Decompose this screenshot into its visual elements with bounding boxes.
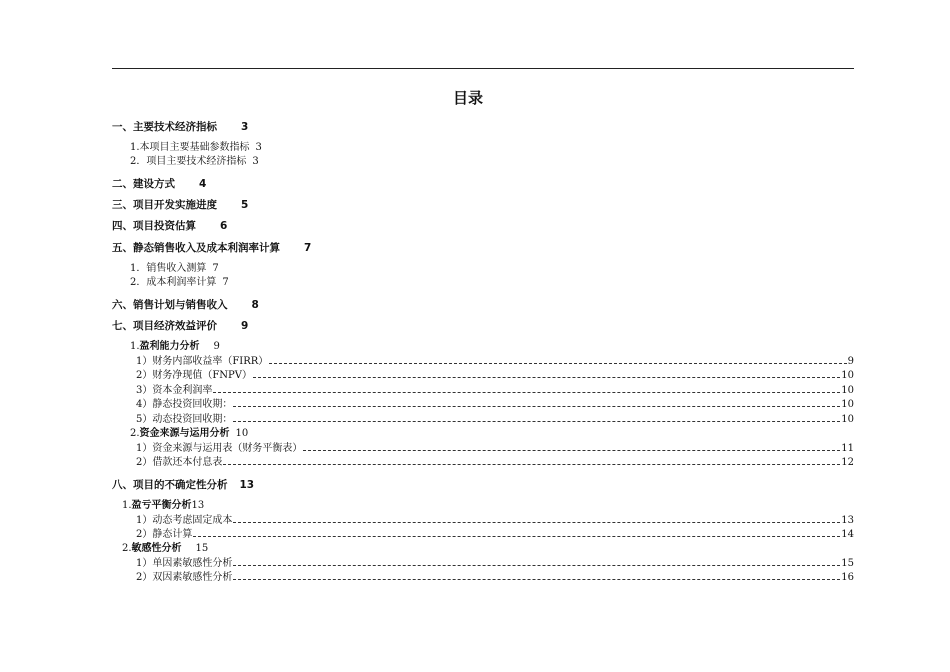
toc-section-5[interactable] xyxy=(112,241,311,255)
toc-subsection-label: 盈亏平衡分析 xyxy=(131,500,192,511)
toc-section-4[interactable] xyxy=(112,219,227,233)
toc-page-number: 10 xyxy=(841,399,854,410)
toc-page-number: 10 xyxy=(841,414,854,425)
toc-page-number: 3 xyxy=(241,121,249,133)
toc-section-7[interactable] xyxy=(112,319,248,333)
toc-page-number: 13 xyxy=(191,500,205,511)
toc-page-number: 13 xyxy=(841,515,854,526)
toc-page-number: 6 xyxy=(220,220,228,232)
dot-leader xyxy=(193,536,840,537)
toc-entry[interactable] xyxy=(136,456,854,470)
dot-leader xyxy=(223,464,840,465)
toc-section-label: 六、销售计划与销售收入 xyxy=(112,299,228,311)
toc-page-number: 11 xyxy=(841,443,854,454)
toc-page-number: 9 xyxy=(213,341,220,352)
toc-section-1[interactable] xyxy=(112,120,248,134)
toc-section-label: 七、项目经济效益评价 xyxy=(112,320,217,332)
toc-item-label: 1．销售收入测算 xyxy=(130,263,207,274)
toc-page-number: 3 xyxy=(255,142,262,153)
toc-page-number: 7 xyxy=(304,242,312,254)
dot-leader xyxy=(303,450,840,451)
toc-entry-label: 2）借款还本付息表 xyxy=(136,457,223,468)
toc-section-label: 四、项目投资估算 xyxy=(112,220,196,232)
toc-entry[interactable] xyxy=(136,398,854,412)
dot-leader xyxy=(269,363,846,364)
toc-entry[interactable] xyxy=(136,369,854,383)
toc-section-3[interactable] xyxy=(112,198,248,212)
toc-entry[interactable] xyxy=(136,571,854,585)
toc-page-number: 9 xyxy=(847,356,854,367)
toc-entry[interactable] xyxy=(136,557,854,571)
toc-subsection-number: 1. xyxy=(130,341,140,352)
toc-subsection-number: 2. xyxy=(130,428,140,439)
toc-entry-label: 4）静态投资回收期： xyxy=(136,399,233,410)
toc-subsection[interactable] xyxy=(130,427,248,441)
toc-subsection-label: 资金来源与运用分析 xyxy=(139,428,230,439)
toc-item[interactable] xyxy=(130,276,229,290)
toc-section-label: 八、项目的不确定性分析 xyxy=(112,479,228,491)
dot-leader xyxy=(233,565,840,566)
dot-leader xyxy=(233,421,840,422)
toc-subsection-label: 盈利能力分析 xyxy=(139,341,200,352)
toc-entry-label: 2）静态计算 xyxy=(136,529,193,540)
toc-entry-label: 2）双因素敏感性分析 xyxy=(136,572,233,583)
toc-section-label: 二、建设方式 xyxy=(112,178,175,190)
toc-page-number: 12 xyxy=(841,457,854,468)
toc-page-number: 5 xyxy=(241,199,249,211)
toc-item-label: 2．成本利润率计算 xyxy=(130,277,217,288)
toc-page-number: 10 xyxy=(841,385,854,396)
toc-section-label: 五、静态销售收入及成本利润率计算 xyxy=(112,242,280,254)
toc-section-2[interactable] xyxy=(112,177,206,191)
toc-page-number: 14 xyxy=(841,529,854,540)
dot-leader xyxy=(253,377,840,378)
toc-item[interactable] xyxy=(130,155,259,169)
toc-page-number: 15 xyxy=(841,558,854,569)
toc-entry[interactable] xyxy=(136,442,854,456)
toc-section-6[interactable] xyxy=(112,298,259,312)
toc-subsection-number: 1. xyxy=(122,500,132,511)
toc-subsection[interactable] xyxy=(130,340,220,354)
toc-section-8[interactable] xyxy=(112,478,254,492)
toc-subsection[interactable] xyxy=(122,542,208,556)
toc-page-number: 9 xyxy=(241,320,249,332)
dot-leader xyxy=(233,522,840,523)
toc-page-number: 3 xyxy=(252,156,259,167)
toc-item-label: 2．项目主要技术经济指标 xyxy=(130,156,247,167)
toc-entry-label: 3）资本金利润率 xyxy=(136,385,213,396)
toc-subsection-label: 敏感性分析 xyxy=(131,543,182,554)
toc-entry-label: 2）财务净现值（FNPV） xyxy=(136,370,253,381)
toc-page-number: 7 xyxy=(212,263,219,274)
dot-leader xyxy=(233,406,840,407)
header-rule xyxy=(112,68,854,69)
dot-leader xyxy=(213,392,840,393)
toc-page-number: 10 xyxy=(841,370,854,381)
toc-entry[interactable] xyxy=(136,514,854,528)
toc-entry-label: 1）单因素敏感性分析 xyxy=(136,558,233,569)
toc-subsection[interactable] xyxy=(122,499,204,513)
toc-entry-label: 5）动态投资回收期： xyxy=(136,414,233,425)
toc-item[interactable] xyxy=(130,262,219,276)
toc-subsection-number: 2. xyxy=(122,543,132,554)
toc-title: 目录 xyxy=(452,89,483,107)
toc-section-label: 三、项目开发实施进度 xyxy=(112,199,217,211)
toc-entry-label: 1）财务内部收益率（FIRR） xyxy=(136,356,269,367)
toc-page-number: 10 xyxy=(235,428,249,439)
toc-item[interactable] xyxy=(130,141,262,155)
toc-entry-label: 1）资金来源与运用表（财务平衡表） xyxy=(136,443,303,454)
toc-entry[interactable] xyxy=(136,413,854,427)
dot-leader xyxy=(233,579,840,580)
toc-page-number: 13 xyxy=(239,479,255,491)
toc-item-label: 1.本项目主要基础参数指标 xyxy=(130,142,250,153)
toc-entry[interactable] xyxy=(136,355,854,369)
toc-entry[interactable] xyxy=(136,528,854,542)
toc-section-label: 一、主要技术经济指标 xyxy=(112,121,217,133)
toc-entry-label: 1）动态考虑固定成本 xyxy=(136,515,233,526)
toc-page-number: 8 xyxy=(251,299,259,311)
toc-page-number: 7 xyxy=(222,277,229,288)
toc-entry[interactable] xyxy=(136,384,854,398)
toc-page-number: 4 xyxy=(199,178,207,190)
toc-page-number: 15 xyxy=(195,543,209,554)
toc-page-number: 16 xyxy=(841,572,854,583)
